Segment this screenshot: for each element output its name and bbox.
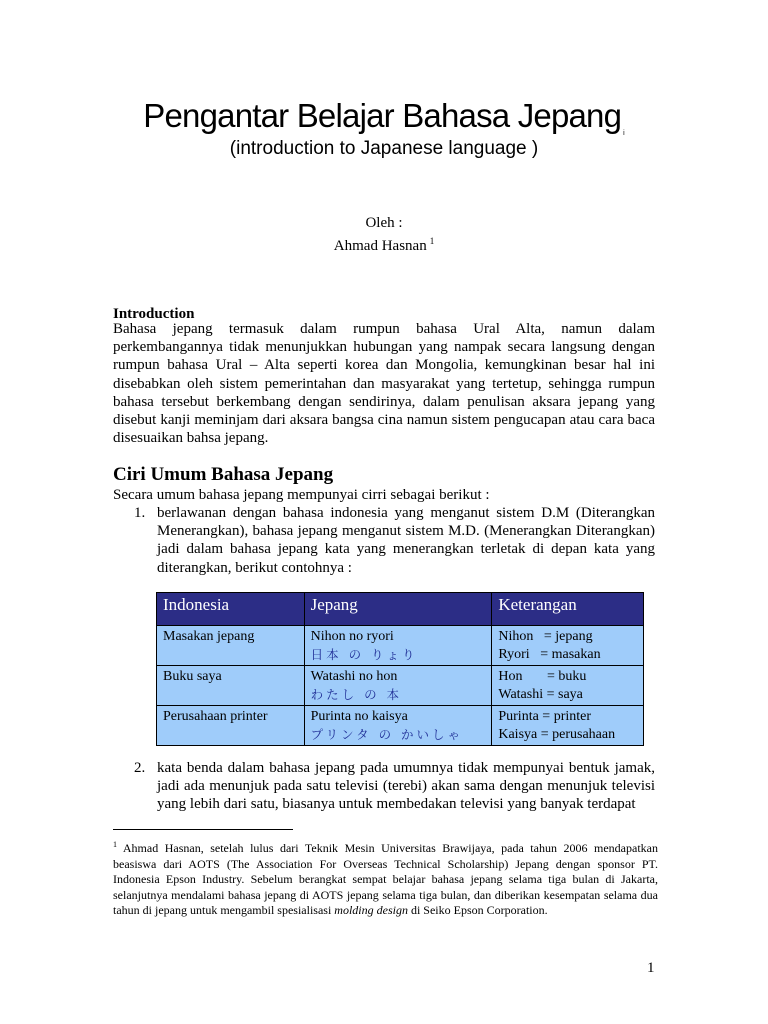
list-item-number: 2.	[134, 760, 146, 776]
jepang-romaji: Watashi no hon	[310, 669, 398, 684]
cell-keterangan	[492, 706, 644, 746]
table-row	[157, 666, 644, 706]
example-table	[156, 592, 644, 746]
keterangan-line: Ryori = masakan	[498, 646, 601, 662]
table-row	[157, 626, 644, 666]
cell-jepang	[304, 706, 492, 746]
cell-indonesia: Perusahaan printer	[157, 706, 305, 746]
title-endnote-mark: i	[623, 130, 625, 137]
jepang-script: わたし の 本	[310, 686, 403, 702]
list-item	[113, 504, 655, 577]
column-header-jepang: Jepang	[304, 593, 492, 626]
title-text: Pengantar Belajar Bahasa Jepang	[143, 97, 622, 134]
document-title	[0, 96, 768, 136]
footnote-italic: molding design	[334, 903, 408, 917]
cell-jepang	[304, 666, 492, 706]
keterangan-line: Watashi = saya	[498, 686, 583, 702]
cell-jepang	[304, 626, 492, 666]
jepang-script: プリンタ の かいしゃ	[310, 726, 464, 742]
footnote-separator	[113, 829, 293, 830]
jepang-script: 日本 の りょり	[310, 646, 418, 662]
introduction-paragraph: Bahasa jepang termasuk dalam rumpun bahasa Ural Alta, namun dalam perkembangannya tidak menunjukkan hubungan yang nampak secara langsung dengan rumpun bahasa Ural – Alta seperti korea dan Mongolia, kemungkinan besar hal ini disebabkan oleh sistem pemerintahan dan masyarakat yang tertetup, sehingga rumpun bahasa tersebut berkembang dengan sendirinya, dalam penulisan aksara jepang yang disebut kanji meminjam dari aksara bangsa cina namun sistem pengucapan atau cara baca disesuaikan bahsa jepang.	[113, 321, 655, 447]
cell-keterangan	[492, 626, 644, 666]
jepang-romaji: Nihon no ryori	[310, 629, 394, 644]
list-item	[113, 759, 655, 814]
author-block	[0, 214, 768, 255]
footnote-text-end: di Seiko Epson Corporation.	[407, 903, 548, 917]
list-item-text: berlawanan dengan bahasa indonesia yang menganut sistem D.M (Diterangkan Menerangkan), bahasa jepang menganut sistem M.D. (Menerangkan Diterangkan) jadi dalam bahasa jepang kata yang menerangkan terletak di depan kata yang diterangkan, berikut contohnya :	[157, 505, 655, 576]
table-row	[157, 706, 644, 746]
cell-indonesia: Masakan jepang	[157, 626, 305, 666]
section-lead: Secara umum bahasa jepang mempunyai cirri sebagai berikut :	[113, 487, 490, 503]
list-item-text: kata benda dalam bahasa jepang pada umumnya tidak mempunyai bentuk jamak, jadi ada menunjuk pada satu televisi (terebi) akan sama dengan menunjuk televisi yang lebih dari satu, biasanya untuk membedakan televisi yang banyak terdapat	[157, 760, 655, 813]
list-item-number: 1.	[134, 505, 146, 521]
introduction-heading: Introduction	[113, 306, 195, 322]
keterangan-line: Purinta = printer	[498, 709, 592, 724]
column-header-keterangan: Keterangan	[492, 593, 644, 626]
footnote	[113, 837, 658, 919]
cell-indonesia: Buku saya	[157, 666, 305, 706]
by-label: Oleh :	[365, 215, 403, 231]
jepang-romaji: Purinta no kaisya	[310, 709, 408, 724]
column-header-indonesia: Indonesia	[157, 593, 305, 626]
page-number: 1	[647, 960, 655, 976]
footnote-text: Ahmad Hasnan, setelah lulus dari Teknik Mesin Universitas Brawijaya, pada tahun 2006 mendapatkan beasiswa dari AOTS (The Association For Overseas Technical Scholarship) Jepang dengan sponsor PT. Indonesia Epson Industry. Sebelum berangkat sempat belajar bahasa jepang selama tiga bulan di Jakarta, selanjutnya mendalami bahasa jepang di AOTS jepang selama tiga bulan, dan diberikan kesempatan selama dua tahun di jepang untuk mengambil spesialisasi	[113, 841, 658, 917]
document-subtitle: (introduction to Japanese language )	[229, 138, 539, 159]
keterangan-line: Kaisya = perusahaan	[498, 726, 616, 742]
footnote-ref: 1	[429, 236, 435, 246]
section-heading: Ciri Umum Bahasa Jepang	[113, 464, 334, 485]
author-name: Ahmad Hasnan	[333, 238, 427, 254]
table-header-row	[157, 593, 644, 626]
cell-keterangan	[492, 666, 644, 706]
keterangan-line: Nihon = jepang	[498, 629, 593, 644]
footnote-marker: 1	[113, 840, 117, 849]
keterangan-line: Hon = buku	[498, 669, 587, 684]
author-name-line	[0, 232, 768, 255]
